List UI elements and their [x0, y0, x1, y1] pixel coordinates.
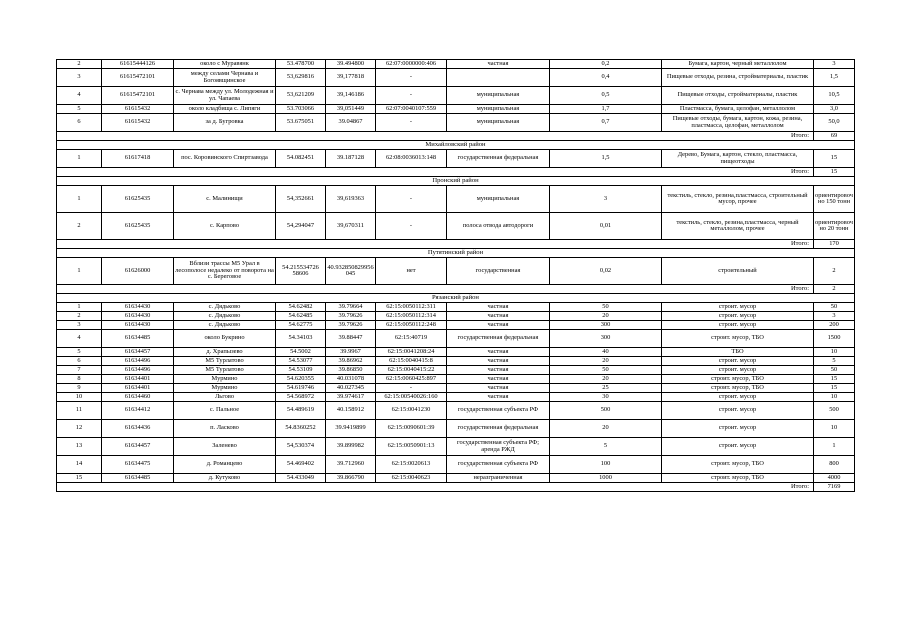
cell-latitude: 54.34103 [276, 330, 326, 348]
cell-ownership: муниципальная [447, 105, 550, 114]
cell-oktmo-code: 61617418 [102, 150, 174, 168]
cell-cadastral-number: 62:15:0040415:22 [376, 366, 447, 375]
cell-waste-type: Пластмасса, бумага, целофан, металлолом [662, 105, 814, 114]
cell-waste-type: Дерево, Бумага, картон, стекло, пластмасса, пищеотходы [662, 150, 814, 168]
cell-longitude: 39.9419899 [326, 420, 376, 438]
cell-area: 40 [550, 348, 662, 357]
cell-ownership: государственная [447, 258, 550, 285]
cell-latitude: 53,629816 [276, 69, 326, 87]
cell-cadastral-number: 62:15:0040415:8 [376, 357, 447, 366]
cell-row-number: 15 [57, 474, 102, 483]
table-row [57, 456, 855, 474]
cell-volume: 4000 [814, 474, 855, 483]
cell-cadastral-number: 62:15:0050112:311 [376, 303, 447, 312]
section-title: Михайловский район [57, 141, 855, 150]
cell-latitude: 54.53109 [276, 366, 326, 375]
cell-volume: ориентировочно 150 тонн [814, 186, 855, 213]
table-row [57, 105, 855, 114]
cell-volume: 15 [814, 384, 855, 393]
cell-oktmo-code: 61634460 [102, 393, 174, 402]
cell-longitude: 39.88447 [326, 330, 376, 348]
cell-longitude: 39.79626 [326, 321, 376, 330]
cell-row-number: 1 [57, 258, 102, 285]
cell-longitude: 39.494800 [326, 60, 376, 69]
cell-longitude: 39,177818 [326, 69, 376, 87]
cell-area: 25 [550, 384, 662, 393]
cell-ownership: полоса отвода автодороги [447, 213, 550, 240]
table-row [57, 87, 855, 105]
cell-area: 20 [550, 312, 662, 321]
cell-row-number: 1 [57, 186, 102, 213]
total-label: Итого: [57, 483, 814, 492]
cell-longitude: 40.027345 [326, 384, 376, 393]
cell-oktmo-code: 61634430 [102, 312, 174, 321]
total-label: Итого: [57, 132, 814, 141]
cell-oktmo-code: 61615472101 [102, 87, 174, 105]
cell-longitude: 39.79626 [326, 312, 376, 321]
cell-location: д. Кутуково [174, 474, 276, 483]
cell-waste-type: строит. мусор, ТБО [662, 330, 814, 348]
cell-ownership: частная [447, 348, 550, 357]
table-row [57, 366, 855, 375]
cell-cadastral-number: нет [376, 258, 447, 285]
table-row [57, 438, 855, 456]
cell-area: 5 [550, 438, 662, 456]
cell-location: с. Пальное [174, 402, 276, 420]
cell-ownership: частная [447, 321, 550, 330]
table-row [57, 402, 855, 420]
table-row [57, 393, 855, 402]
section-row [57, 177, 855, 186]
cell-latitude: 54.469402 [276, 456, 326, 474]
cell-oktmo-code: 61615432 [102, 105, 174, 114]
cell-longitude: 40.932850829956045 [326, 258, 376, 285]
cell-latitude: 54.62482 [276, 303, 326, 312]
cell-longitude: 39.974617 [326, 393, 376, 402]
cell-longitude: 39.712960 [326, 456, 376, 474]
cell-waste-type: строительный [662, 258, 814, 285]
cell-area: 1,7 [550, 105, 662, 114]
cell-row-number: 2 [57, 60, 102, 69]
cell-volume: 3,0 [814, 105, 855, 114]
cell-volume: 200 [814, 321, 855, 330]
cell-volume: 10 [814, 393, 855, 402]
cell-area: 0,2 [550, 60, 662, 69]
cell-oktmo-code: 61634430 [102, 303, 174, 312]
cell-cadastral-number: 62:15:00540026:160 [376, 393, 447, 402]
cell-longitude: 40.031078 [326, 375, 376, 384]
cell-area: 20 [550, 420, 662, 438]
table-row [57, 258, 855, 285]
section-row [57, 294, 855, 303]
cell-oktmo-code: 61634430 [102, 321, 174, 330]
total-row [57, 285, 855, 294]
total-row [57, 132, 855, 141]
cell-area: 3 [550, 186, 662, 213]
document-sheet [56, 59, 854, 492]
cell-volume: 1 [814, 438, 855, 456]
cell-waste-type: строит. мусор, ТБО [662, 456, 814, 474]
cell-cadastral-number: - [376, 384, 447, 393]
cell-latitude: 54.5002 [276, 348, 326, 357]
cell-location: с. Карпово [174, 213, 276, 240]
cell-waste-type: строит. мусор [662, 366, 814, 375]
cell-oktmo-code: 61634496 [102, 366, 174, 375]
cell-area: 50 [550, 303, 662, 312]
cell-area: 500 [550, 402, 662, 420]
cell-oktmo-code: 61634457 [102, 348, 174, 357]
section-title: Пронский район [57, 177, 855, 186]
table-row [57, 60, 855, 69]
cell-location: М5 Турлатово [174, 357, 276, 366]
cell-ownership: муниципальная [447, 87, 550, 105]
cell-location: с. Малинищи [174, 186, 276, 213]
cell-latitude: 54.619746 [276, 384, 326, 393]
cell-cadastral-number: 62:15:0040623 [376, 474, 447, 483]
cell-location: д. Романцево [174, 456, 276, 474]
cell-waste-type: строит. мусор [662, 420, 814, 438]
total-value: 2 [814, 285, 855, 294]
cell-location: с. Дядьково [174, 303, 276, 312]
cell-cadastral-number: 62:15:0041208:24 [376, 348, 447, 357]
cell-ownership: частная [447, 366, 550, 375]
table-row [57, 213, 855, 240]
cell-row-number: 14 [57, 456, 102, 474]
cell-latitude: 54,530374 [276, 438, 326, 456]
cell-ownership: частная [447, 384, 550, 393]
total-label: Итого: [57, 168, 814, 177]
cell-waste-type: Пищевые отходы, бумага, картон, кожа, резина, пластмасса, целофан, металлолом [662, 114, 814, 132]
cell-cadastral-number: - [376, 213, 447, 240]
table-row [57, 375, 855, 384]
cell-ownership: государственная субъекта РФ [447, 402, 550, 420]
cell-ownership: частная [447, 312, 550, 321]
cell-latitude: 54.8360252 [276, 420, 326, 438]
cell-row-number: 11 [57, 402, 102, 420]
cell-location: пос. Коровинского Спиртзавода [174, 150, 276, 168]
total-row [57, 483, 855, 492]
cell-oktmo-code: 61634485 [102, 474, 174, 483]
cell-longitude: 39.04867 [326, 114, 376, 132]
waste-sites-table [56, 59, 855, 492]
cell-cadastral-number: - [376, 87, 447, 105]
cell-waste-type: строит. мусор [662, 321, 814, 330]
cell-ownership: государственная федеральная [447, 420, 550, 438]
total-label: Итого: [57, 285, 814, 294]
cell-oktmo-code: 61625435 [102, 213, 174, 240]
cell-cadastral-number: 62:15:0020613 [376, 456, 447, 474]
cell-cadastral-number: 62:08:0036013:148 [376, 150, 447, 168]
cell-latitude: 54.62775 [276, 321, 326, 330]
cell-longitude: 39,670311 [326, 213, 376, 240]
cell-longitude: 39.899982 [326, 438, 376, 456]
total-value: 170 [814, 240, 855, 249]
table-row [57, 348, 855, 357]
cell-row-number: 2 [57, 312, 102, 321]
cell-latitude: 54,352661 [276, 186, 326, 213]
cell-volume: 500 [814, 402, 855, 420]
cell-volume: 1500 [814, 330, 855, 348]
cell-volume: 50 [814, 366, 855, 375]
cell-longitude: 39.86850 [326, 366, 376, 375]
cell-volume: 800 [814, 456, 855, 474]
cell-cadastral-number: - [376, 186, 447, 213]
cell-cadastral-number: 62:15:0060425:897 [376, 375, 447, 384]
cell-cadastral-number: 62:15:0050112:314 [376, 312, 447, 321]
cell-area: 0,01 [550, 213, 662, 240]
table-row [57, 303, 855, 312]
cell-cadastral-number: - [376, 69, 447, 87]
cell-volume: 2 [814, 258, 855, 285]
cell-oktmo-code: 61615432 [102, 114, 174, 132]
cell-location: с. Дядьково [174, 312, 276, 321]
cell-longitude: 39,619363 [326, 186, 376, 213]
cell-longitude: 39.86962 [326, 357, 376, 366]
cell-location: Заленево [174, 438, 276, 456]
cell-row-number: 6 [57, 114, 102, 132]
total-value: 69 [814, 132, 855, 141]
cell-area: 0,02 [550, 258, 662, 285]
cell-ownership: государственная федеральная [447, 150, 550, 168]
table-row [57, 384, 855, 393]
cell-oktmo-code: 61625435 [102, 186, 174, 213]
cell-waste-type: Пищевые отходы, стройматериалы, пластик [662, 87, 814, 105]
cell-row-number: 5 [57, 105, 102, 114]
cell-oktmo-code: 61634401 [102, 375, 174, 384]
cell-oktmo-code: 61634475 [102, 456, 174, 474]
cell-oktmo-code: 61634457 [102, 438, 174, 456]
cell-ownership: неразграниченная [447, 474, 550, 483]
cell-row-number: 6 [57, 357, 102, 366]
cell-row-number: 10 [57, 393, 102, 402]
cell-volume: 50 [814, 303, 855, 312]
cell-waste-type: строит. мусор, ТБО [662, 384, 814, 393]
cell-location: около Букрино [174, 330, 276, 348]
table-row [57, 420, 855, 438]
section-title: Рязанский район [57, 294, 855, 303]
cell-latitude: 54.620355 [276, 375, 326, 384]
cell-volume: 50,0 [814, 114, 855, 132]
cell-area: 0,4 [550, 69, 662, 87]
table-row [57, 114, 855, 132]
cell-location: Мурмино [174, 384, 276, 393]
cell-location: Мурмино [174, 375, 276, 384]
cell-oktmo-code: 61634436 [102, 420, 174, 438]
cell-cadastral-number: 62:15:0090601:39 [376, 420, 447, 438]
cell-cadastral-number: 62:07:0000000:406 [376, 60, 447, 69]
cell-longitude: 39.9967 [326, 348, 376, 357]
table-row [57, 186, 855, 213]
cell-location: с. Чернава между ул. Молодежная и ул. Чапаева [174, 87, 276, 105]
cell-ownership: частная [447, 393, 550, 402]
cell-ownership [447, 69, 550, 87]
cell-longitude: 40.158912 [326, 402, 376, 420]
cell-oktmo-code: 61634412 [102, 402, 174, 420]
cell-ownership: частная [447, 375, 550, 384]
cell-location: М5 Турлатово [174, 366, 276, 375]
section-title: Путятинский район [57, 249, 855, 258]
cell-waste-type: строит. мусор, ТБО [662, 474, 814, 483]
table-row [57, 330, 855, 348]
total-label: Итого: [57, 240, 814, 249]
cell-volume: 15 [814, 375, 855, 384]
cell-longitude: 39,146186 [326, 87, 376, 105]
cell-row-number: 4 [57, 330, 102, 348]
cell-latitude: 53.675051 [276, 114, 326, 132]
cell-latitude: 53.478700 [276, 60, 326, 69]
total-value: 15 [814, 168, 855, 177]
cell-row-number: 7 [57, 366, 102, 375]
cell-row-number: 13 [57, 438, 102, 456]
cell-longitude: 39,051449 [326, 105, 376, 114]
cell-volume: 5 [814, 357, 855, 366]
cell-oktmo-code: 61615472101 [102, 69, 174, 87]
cell-latitude: 54.489619 [276, 402, 326, 420]
cell-volume: 1,5 [814, 69, 855, 87]
cell-volume: 10 [814, 348, 855, 357]
cell-waste-type: строит. мусор [662, 393, 814, 402]
cell-location: около кладбища с. Липяги [174, 105, 276, 114]
cell-row-number: 1 [57, 303, 102, 312]
cell-latitude: 54.568972 [276, 393, 326, 402]
table-body [57, 60, 855, 492]
cell-area: 50 [550, 366, 662, 375]
cell-cadastral-number: 62:15:40719 [376, 330, 447, 348]
cell-waste-type: строит. мусор [662, 357, 814, 366]
cell-volume: 15 [814, 150, 855, 168]
cell-cadastral-number: 62:07:0040107:559 [376, 105, 447, 114]
table-row [57, 69, 855, 87]
cell-latitude: 54.215534726 58606 [276, 258, 326, 285]
cell-waste-type: строит. мусор [662, 438, 814, 456]
cell-row-number: 2 [57, 213, 102, 240]
cell-latitude: 54.082451 [276, 150, 326, 168]
cell-cadastral-number: - [376, 114, 447, 132]
cell-waste-type: строит. мусор [662, 402, 814, 420]
cell-waste-type: строит. мусор [662, 312, 814, 321]
cell-latitude: 54,294047 [276, 213, 326, 240]
cell-waste-type: Пищевые отходы, резина, стройматериалы, пластик [662, 69, 814, 87]
cell-cadastral-number: 62:15:0050112:248 [376, 321, 447, 330]
cell-ownership: государственная субъекта РФ [447, 456, 550, 474]
cell-latitude: 53,621209 [276, 87, 326, 105]
cell-location: Вблизи трассы М5 Урал в лесополосе недалеко от поворота на с. Береговое [174, 258, 276, 285]
cell-oktmo-code: 61615444126 [102, 60, 174, 69]
cell-location: д. Храпызево [174, 348, 276, 357]
cell-longitude: 39.79664 [326, 303, 376, 312]
cell-row-number: 9 [57, 384, 102, 393]
cell-row-number: 3 [57, 321, 102, 330]
cell-cadastral-number: 62:15:0050901:13 [376, 438, 447, 456]
cell-row-number: 1 [57, 150, 102, 168]
cell-location: между селами Чернава и Богоявщинское [174, 69, 276, 87]
section-row [57, 249, 855, 258]
cell-volume: 10 [814, 420, 855, 438]
table-row [57, 321, 855, 330]
cell-ownership: частная [447, 60, 550, 69]
cell-row-number: 12 [57, 420, 102, 438]
cell-oktmo-code: 61634401 [102, 384, 174, 393]
section-row [57, 141, 855, 150]
cell-row-number: 5 [57, 348, 102, 357]
cell-ownership: частная [447, 357, 550, 366]
cell-ownership: государственная субъекта РФ; аренда РЖД [447, 438, 550, 456]
cell-area: 0,7 [550, 114, 662, 132]
cell-area: 300 [550, 330, 662, 348]
cell-location: с. Дядьково [174, 321, 276, 330]
cell-area: 1000 [550, 474, 662, 483]
table-row [57, 312, 855, 321]
cell-volume: 10,5 [814, 87, 855, 105]
cell-cadastral-number: 62:15:0041230 [376, 402, 447, 420]
cell-waste-type: текстиль, стекло, резина,пластмасса, строительный мусор, прочее [662, 186, 814, 213]
cell-waste-type: Бумага, картон, черный металлолом [662, 60, 814, 69]
total-row [57, 168, 855, 177]
cell-waste-type: текстиль, стекло, резина,пластмасса, черный металлолом, прочее [662, 213, 814, 240]
cell-volume: 3 [814, 60, 855, 69]
cell-location: п. Ласково [174, 420, 276, 438]
cell-ownership: государственная федеральная [447, 330, 550, 348]
table-row [57, 150, 855, 168]
cell-oktmo-code: 61634485 [102, 330, 174, 348]
cell-longitude: 39.866790 [326, 474, 376, 483]
cell-oktmo-code: 61626000 [102, 258, 174, 285]
cell-location: около с Муравянк [174, 60, 276, 69]
cell-row-number: 3 [57, 69, 102, 87]
table-row [57, 357, 855, 366]
cell-area: 100 [550, 456, 662, 474]
cell-waste-type: строит. мусор [662, 303, 814, 312]
cell-area: 1,5 [550, 150, 662, 168]
cell-volume: ориентировочно 20 тонн [814, 213, 855, 240]
cell-latitude: 54.62485 [276, 312, 326, 321]
cell-location: за д. Бугровка [174, 114, 276, 132]
cell-ownership: муниципальная [447, 114, 550, 132]
cell-area: 300 [550, 321, 662, 330]
cell-area: 20 [550, 357, 662, 366]
cell-location: Льгово [174, 393, 276, 402]
cell-row-number: 8 [57, 375, 102, 384]
cell-latitude: 54.53077 [276, 357, 326, 366]
cell-waste-type: строит. мусор, ТБО [662, 375, 814, 384]
cell-latitude: 53.703066 [276, 105, 326, 114]
cell-ownership: муниципальная [447, 186, 550, 213]
cell-area: 20 [550, 375, 662, 384]
cell-longitude: 39.187128 [326, 150, 376, 168]
cell-oktmo-code: 61634496 [102, 357, 174, 366]
cell-waste-type: ТБО [662, 348, 814, 357]
cell-row-number: 4 [57, 87, 102, 105]
total-row [57, 240, 855, 249]
total-value: 7169 [814, 483, 855, 492]
cell-area: 30 [550, 393, 662, 402]
cell-latitude: 54.433049 [276, 474, 326, 483]
cell-volume: 3 [814, 312, 855, 321]
cell-area: 0,5 [550, 87, 662, 105]
cell-ownership: частная [447, 303, 550, 312]
table-row [57, 474, 855, 483]
